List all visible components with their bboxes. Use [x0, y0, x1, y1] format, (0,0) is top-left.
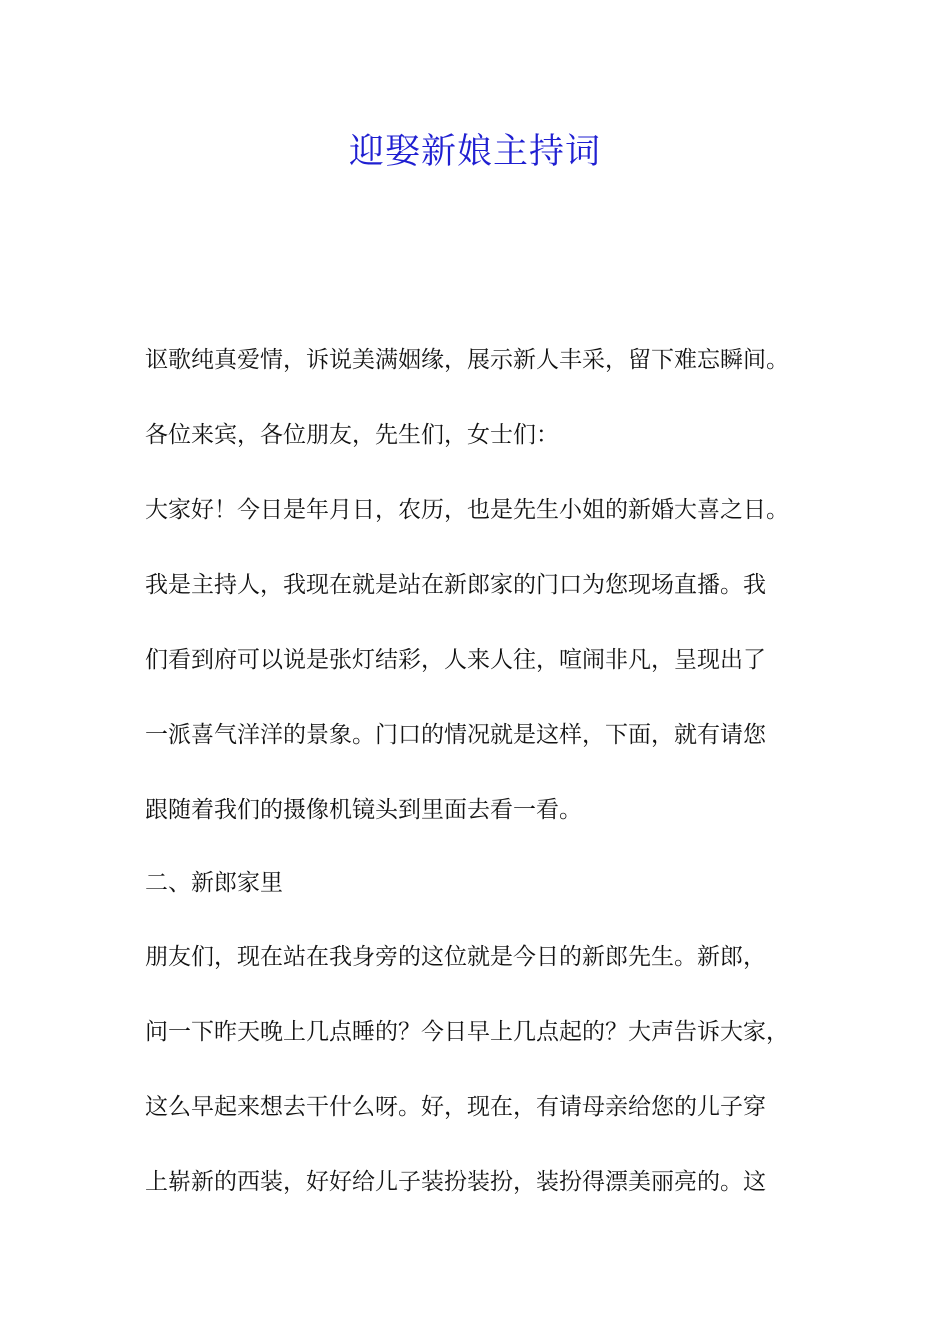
paragraph-line: 们看到府可以说是张灯结彩，人来人往，喧闹非凡，呈现出了 — [145, 647, 766, 673]
paragraph-line: 各位来宾，各位朋友，先生们，女士们： — [145, 422, 559, 448]
paragraph-line: 朋友们，现在站在我身旁的这位就是今日的新郎先生。新郎， — [145, 944, 766, 970]
paragraph-line: 跟随着我们的摄像机镜头到里面去看一看。 — [145, 797, 582, 823]
document-title: 迎娶新娘主持词 — [348, 132, 601, 172]
paragraph-line: 这么早起来想去干什么呀。好，现在，有请母亲给您的儿子穿 — [145, 1094, 766, 1120]
paragraph-line: 我是主持人，我现在就是站在新郎家的门口为您现场直播。我 — [145, 572, 766, 598]
section-heading: 二、新郎家里 — [145, 870, 283, 896]
paragraph-line: 问一下昨天晚上几点睡的？今日早上几点起的？大声告诉大家， — [145, 1019, 789, 1045]
paragraph-line: 一派喜气洋洋的景象。门口的情况就是这样，下面，就有请您 — [145, 722, 766, 748]
paragraph-line: 讴歌纯真爱情，诉说美满姻缘，展示新人丰采，留下难忘瞬间。 — [145, 347, 789, 373]
paragraph-line: 大家好！今日是年月日，农历，也是先生小姐的新婚大喜之日。 — [145, 497, 789, 523]
paragraph-line: 上崭新的西装，好好给儿子装扮装扮，装扮得漂美丽亮的。这 — [145, 1169, 766, 1195]
